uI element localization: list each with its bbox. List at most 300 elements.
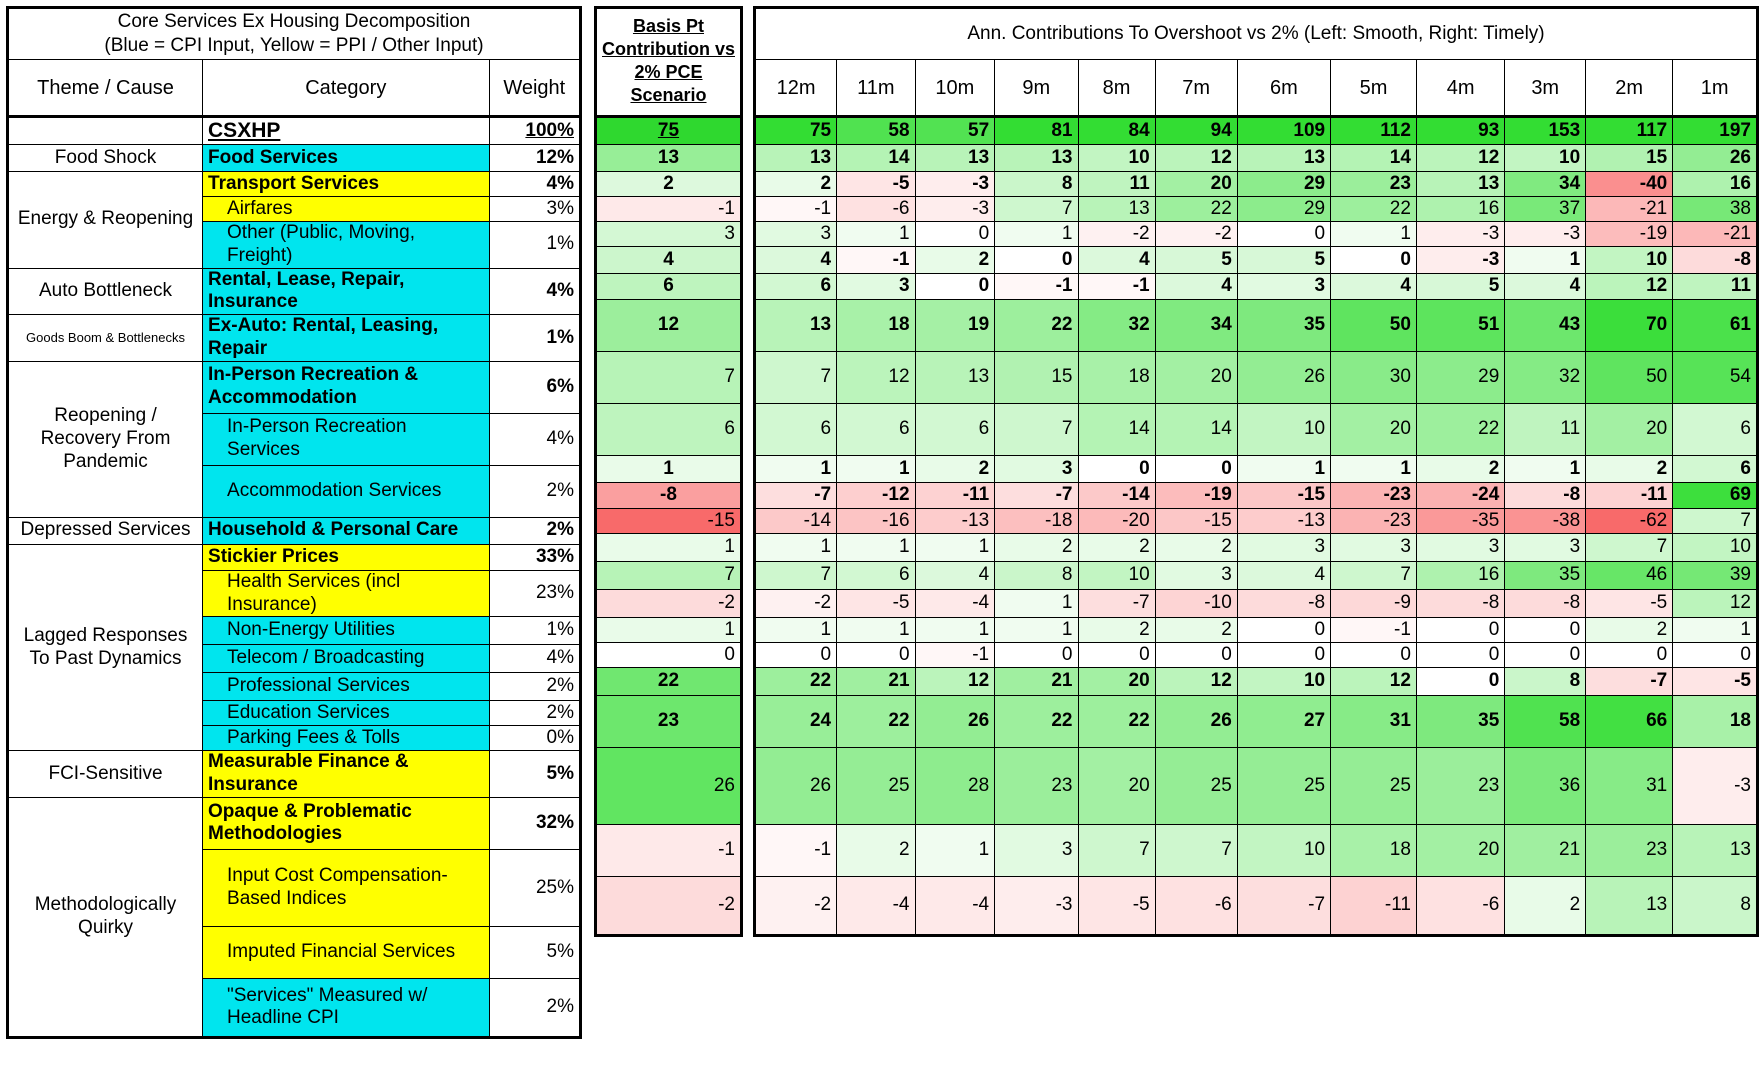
heatmap-cell: 35 [1416, 696, 1504, 748]
weight-cell: 4% [489, 268, 580, 315]
heatmap-cell: -11 [1331, 877, 1417, 936]
heatmap-cell: -19 [1155, 483, 1237, 509]
heatmap-cell: 14 [1078, 404, 1155, 456]
heatmap-cell: 18 [1673, 696, 1758, 748]
category-cell: Telecom / Broadcasting [203, 645, 490, 673]
heatmap-cell: -7 [1078, 590, 1155, 618]
basis-point-cell: -8 [596, 483, 742, 509]
heatmap-cell: 22 [1078, 696, 1155, 748]
heatmap-cell: 15 [995, 352, 1078, 404]
heatmap-cell: 20 [1331, 404, 1417, 456]
heatmap-cell: -40 [1586, 172, 1673, 197]
category-cell: Opaque & Problematic Methodologies [203, 797, 490, 849]
csxhp-label: CSXHP [208, 119, 281, 143]
heatmap-cell: 1 [755, 456, 837, 483]
basis-point-cell: 6 [596, 404, 742, 456]
category-cell: Accommodation Services [203, 465, 490, 517]
heatmap-cell: -11 [1586, 483, 1673, 509]
heatmap-cell: 21 [837, 668, 915, 696]
heatmap-cell: 6 [837, 562, 915, 590]
heatmap-cell: -1 [1331, 618, 1417, 643]
heatmap-cell: 13 [1673, 825, 1758, 877]
category-cell: Non-Energy Utilities [203, 617, 490, 645]
heatmap-cell: -3 [1673, 748, 1758, 825]
heatmap-cell: 1 [1237, 456, 1330, 483]
heatmap-cell: -15 [1155, 509, 1237, 534]
heatmap-cell: 0 [837, 643, 915, 668]
heatmap-cell: 50 [1586, 352, 1673, 404]
heatmap-cell: 75 [755, 117, 837, 145]
heatmap-cell: 10 [1078, 145, 1155, 172]
basis-point-table [594, 6, 743, 937]
heatmap-cell: 22 [1416, 404, 1504, 456]
heatmap-cell: 37 [1505, 197, 1586, 222]
heatmap-cell: 16 [1416, 562, 1504, 590]
heatmap-cell: 0 [1505, 618, 1586, 643]
heatmap-cell: 1 [995, 222, 1078, 247]
weight-cell: 2% [489, 978, 580, 1037]
heatmap-cell: 7 [755, 562, 837, 590]
heatmap-cell: 13 [1586, 877, 1673, 936]
heatmap-cell: -7 [1586, 668, 1673, 696]
category-cell: Input Cost Compensation-Based Indices [203, 849, 490, 926]
period-header-4m: 4m [1416, 60, 1504, 117]
heatmap-cell: 0 [1155, 643, 1237, 668]
heatmap-row [755, 222, 1758, 247]
weight-cell: 4% [489, 645, 580, 673]
heatmap-cell: -16 [837, 509, 915, 534]
heatmap-cell: 3 [1416, 534, 1504, 562]
heatmap-cell: 117 [1586, 117, 1673, 145]
heatmap-cell: 4 [1331, 274, 1417, 300]
weight-cell: 6% [489, 361, 580, 413]
theme-header: Theme / Cause [8, 60, 203, 117]
heatmap-cell: 26 [915, 696, 995, 748]
heatmap-cell: 22 [837, 696, 915, 748]
period-header-8m: 8m [1078, 60, 1155, 117]
heatmap-cell: 13 [755, 300, 837, 352]
heatmap-cell: 0 [915, 274, 995, 300]
heatmap-cell: 19 [915, 300, 995, 352]
heatmap-row [755, 197, 1758, 222]
theme-blank [8, 117, 203, 145]
heatmap-cell: 25 [837, 748, 915, 825]
heatmap-cell: -3 [1416, 222, 1504, 247]
heatmap-cell: -1 [755, 197, 837, 222]
heatmap-row [755, 825, 1758, 877]
heatmap-cell: 7 [1673, 509, 1758, 534]
heatmap-cell: -2 [1078, 222, 1155, 247]
heatmap-row [755, 668, 1758, 696]
basis-point-header: Basis Pt Contribution vs 2% PCE Scenario [596, 8, 742, 117]
heatmap-cell: 1 [1673, 618, 1758, 643]
heatmap-cell: 7 [1586, 534, 1673, 562]
period-header-9m: 9m [995, 60, 1078, 117]
heatmap-cell: 12 [837, 352, 915, 404]
heatmap-row [755, 590, 1758, 618]
heatmap-cell: -8 [1237, 590, 1330, 618]
heatmap-row [755, 247, 1758, 274]
theme-depressed-services: Depressed Services [8, 517, 203, 544]
heatmap-row [755, 696, 1758, 748]
heatmap-cell: 35 [1505, 562, 1586, 590]
heatmap-cell: -18 [995, 509, 1078, 534]
theme-lagged-responses: Lagged Responses To Past Dynamics [8, 544, 203, 751]
contributions-heatmap [753, 6, 1759, 937]
heatmap-cell: 13 [915, 145, 995, 172]
heatmap-cell: -35 [1416, 509, 1504, 534]
weight-cell: 2% [489, 465, 580, 517]
period-header-10m: 10m [915, 60, 995, 117]
weight-cell: 3% [489, 197, 580, 222]
heatmap-cell: 15 [1586, 145, 1673, 172]
heatmap-cell: -3 [915, 172, 995, 197]
heatmap-cell: 0 [1416, 618, 1504, 643]
heatmap-cell: 153 [1505, 117, 1586, 145]
category-cell: Rental, Lease, Repair, Insurance [203, 268, 490, 315]
heatmap-cell: 1 [755, 618, 837, 643]
heatmap-cell: 1 [995, 618, 1078, 643]
heatmap-row [755, 509, 1758, 534]
heatmap-row [755, 172, 1758, 197]
heatmap-cell: 8 [1673, 877, 1758, 936]
heatmap-cell: 84 [1078, 117, 1155, 145]
heatmap-cell: -21 [1673, 222, 1758, 247]
heatmap-cell: 13 [1237, 145, 1330, 172]
basis-point-cell: 1 [596, 456, 742, 483]
basis-point-cell: 12 [596, 300, 742, 352]
period-header-5m: 5m [1331, 60, 1417, 117]
heatmap-cell: 1 [1331, 222, 1417, 247]
heatmap-cell: 1 [915, 534, 995, 562]
heatmap-cell: 6 [755, 274, 837, 300]
heatmap-cell: -3 [915, 197, 995, 222]
heatmap-cell: 34 [1505, 172, 1586, 197]
heatmap-cell: 13 [995, 145, 1078, 172]
heatmap-cell: -7 [755, 483, 837, 509]
heatmap-cell: 54 [1673, 352, 1758, 404]
heatmap-cell: 4 [1078, 247, 1155, 274]
heatmap-cell: 58 [1505, 696, 1586, 748]
heatmap-cell: 61 [1673, 300, 1758, 352]
heatmap-cell: 13 [1416, 172, 1504, 197]
heatmap-cell: 16 [1673, 172, 1758, 197]
table-title [8, 8, 581, 60]
heatmap-row [755, 877, 1758, 936]
category-cell: Food Services [203, 145, 490, 172]
heatmap-cell: -14 [1078, 483, 1155, 509]
heatmap-cell: 6 [915, 404, 995, 456]
heatmap-cell: 57 [915, 117, 995, 145]
heatmap-cell: -4 [915, 590, 995, 618]
heatmap-cell: 3 [1505, 534, 1586, 562]
heatmap-cell: 2 [837, 825, 915, 877]
heatmap-cell: 26 [755, 748, 837, 825]
heatmap-cell: 6 [837, 404, 915, 456]
heatmap-cell: 35 [1237, 300, 1330, 352]
category-cell: Ex-Auto: Rental, Leasing, Repair [203, 315, 490, 362]
category-cell: Measurable Finance & Insurance [203, 751, 490, 798]
heatmap-cell: 31 [1331, 696, 1417, 748]
heatmap-cell: -5 [837, 172, 915, 197]
heatmap-cell: -1 [1078, 274, 1155, 300]
heatmap-cell: 24 [755, 696, 837, 748]
heatmap-cell: 7 [755, 352, 837, 404]
heatmap-cell: 39 [1673, 562, 1758, 590]
period-header-12m: 12m [755, 60, 837, 117]
heatmap-cell: -5 [1586, 590, 1673, 618]
title-line-1: Core Services Ex Housing Decomposition [117, 11, 471, 33]
heatmap-row [755, 145, 1758, 172]
heatmap-row [755, 618, 1758, 643]
heatmap-cell: 20 [1078, 748, 1155, 825]
category-cell: In-Person Recreation & Accommodation [203, 361, 490, 413]
basis-point-cell: 3 [596, 222, 742, 247]
heatmap-cell: 2 [1155, 618, 1237, 643]
heatmap-cell: 13 [755, 145, 837, 172]
heatmap-cell: 7 [1155, 825, 1237, 877]
heatmap-cell: 3 [1237, 274, 1330, 300]
heatmap-row [755, 300, 1758, 352]
basis-point-cell: -2 [596, 590, 742, 618]
heatmap-cell: 0 [1331, 643, 1417, 668]
weight-cell: 12% [489, 145, 580, 172]
weight-cell: 33% [489, 544, 580, 570]
heatmap-cell: 43 [1505, 300, 1586, 352]
heatmap-cell: 0 [1155, 456, 1237, 483]
heatmap-cell: 0 [1673, 643, 1758, 668]
heatmap-cell: 0 [1237, 643, 1330, 668]
period-header-3m: 3m [1505, 60, 1586, 117]
category-cell: Health Services (incl Insurance) [203, 570, 490, 617]
heatmap-cell: 3 [995, 456, 1078, 483]
heatmap-cell: 10 [1505, 145, 1586, 172]
heatmap-cell: 5 [1155, 247, 1237, 274]
heatmap-cell: 0 [1237, 618, 1330, 643]
heatmap-cell: -2 [755, 877, 837, 936]
theme-reopening-recovery: Reopening / Recovery From Pandemic [8, 361, 203, 517]
basis-point-cell: 26 [596, 748, 742, 825]
heatmap-cell: 69 [1673, 483, 1758, 509]
heatmap-cell: 14 [837, 145, 915, 172]
heatmap-cell: -6 [837, 197, 915, 222]
heatmap-cell: 12 [1155, 145, 1237, 172]
heatmap-cell: 32 [1078, 300, 1155, 352]
heatmap-cell: 13 [915, 352, 995, 404]
heatmap-cell: -5 [1078, 877, 1155, 936]
category-cell: Professional Services [203, 673, 490, 701]
heatmap-cell: 2 [1155, 534, 1237, 562]
heatmap-cell: -19 [1586, 222, 1673, 247]
heatmap-cell: 3 [837, 274, 915, 300]
heatmap-cell: 93 [1416, 117, 1504, 145]
basis-point-cell: 1 [596, 534, 742, 562]
heatmap-cell: 10 [1237, 404, 1330, 456]
heatmap-cell: 10 [1237, 668, 1330, 696]
heatmap-cell: 7 [1331, 562, 1417, 590]
heatmap-cell: -2 [1155, 222, 1237, 247]
heatmap-cell: 112 [1331, 117, 1417, 145]
heatmap-cell: 21 [995, 668, 1078, 696]
heatmap-cell: 29 [1237, 197, 1330, 222]
heatmap-cell: 0 [915, 222, 995, 247]
heatmap-cell: -9 [1331, 590, 1417, 618]
heatmap-cell: 20 [1416, 825, 1504, 877]
heatmap-cell: 29 [1237, 172, 1330, 197]
basis-point-cell: 7 [596, 562, 742, 590]
heatmap-cell: -24 [1416, 483, 1504, 509]
heatmap-cell: 7 [995, 404, 1078, 456]
heatmap-cell: 23 [1586, 825, 1673, 877]
heatmap-cell: 2 [1586, 456, 1673, 483]
weight-cell: 2% [489, 673, 580, 701]
heatmap-cell: -2 [755, 590, 837, 618]
heatmap-cell: 38 [1673, 197, 1758, 222]
heatmap-cell: 22 [1155, 197, 1237, 222]
heatmap-cell: 11 [1505, 404, 1586, 456]
heatmap-cell: -3 [1416, 247, 1504, 274]
heatmap-cell: 11 [1673, 274, 1758, 300]
heatmap-cell: -15 [1237, 483, 1330, 509]
basis-point-cell: 2 [596, 172, 742, 197]
heatmap-row [755, 562, 1758, 590]
basis-point-cell: 22 [596, 668, 742, 696]
heatmap-cell: 2 [1586, 618, 1673, 643]
heatmap-cell: 22 [1331, 197, 1417, 222]
heatmap-cell: 0 [1331, 247, 1417, 274]
heatmap-cell: -8 [1505, 590, 1586, 618]
heatmap-cell: 51 [1416, 300, 1504, 352]
heatmap-cell: 0 [1505, 643, 1586, 668]
weight-cell: 25% [489, 849, 580, 926]
heatmap-row [755, 352, 1758, 404]
heatmap-cell: -3 [1505, 222, 1586, 247]
heatmap-cell: 6 [1673, 404, 1758, 456]
heatmap-cell: 10 [1237, 825, 1330, 877]
heatmap-row [755, 534, 1758, 562]
heatmap-cell: 1 [1331, 456, 1417, 483]
basis-point-cell: 6 [596, 274, 742, 300]
heatmap-cell: -8 [1505, 483, 1586, 509]
heatmap-cell: -4 [837, 877, 915, 936]
heatmap-cell: 4 [915, 562, 995, 590]
heatmap-title: Ann. Contributions To Overshoot vs 2% (Left: Smooth, Right: Timely) [755, 8, 1758, 60]
heatmap-cell: 12 [1155, 668, 1237, 696]
heatmap-row [755, 643, 1758, 668]
heatmap-cell: 1 [995, 590, 1078, 618]
heatmap-cell: 23 [1416, 748, 1504, 825]
weight-cell: 32% [489, 797, 580, 849]
weight-cell: 2% [489, 701, 580, 726]
heatmap-cell: -6 [1155, 877, 1237, 936]
heatmap-cell: 1 [837, 456, 915, 483]
period-header-7m: 7m [1155, 60, 1237, 117]
weight-cell: 4% [489, 172, 580, 197]
heatmap-cell: 10 [1586, 247, 1673, 274]
heatmap-cell: 12 [1586, 274, 1673, 300]
heatmap-cell: 28 [915, 748, 995, 825]
weight-cell: 100% [489, 117, 580, 145]
period-header-6m: 6m [1237, 60, 1330, 117]
heatmap-cell: 31 [1586, 748, 1673, 825]
heatmap-cell: 25 [1237, 748, 1330, 825]
heatmap-row [755, 274, 1758, 300]
heatmap-cell: 3 [1237, 534, 1330, 562]
heatmap-cell: 81 [995, 117, 1078, 145]
heatmap-cell: 1 [1505, 456, 1586, 483]
heatmap-cell: -23 [1331, 509, 1417, 534]
heatmap-cell: 10 [1078, 562, 1155, 590]
heatmap-cell: 8 [995, 562, 1078, 590]
heatmap-cell: -1 [755, 825, 837, 877]
basis-point-cell: -1 [596, 825, 742, 877]
heatmap-cell: 58 [837, 117, 915, 145]
weight-cell: 23% [489, 570, 580, 617]
heatmap-cell: 5 [1416, 274, 1504, 300]
heatmap-cell: 2 [755, 172, 837, 197]
heatmap-cell: 4 [1237, 562, 1330, 590]
heatmap-cell: 12 [1331, 668, 1417, 696]
heatmap-cell: -62 [1586, 509, 1673, 534]
theme-food-shock: Food Shock [8, 145, 203, 172]
heatmap-cell: 29 [1416, 352, 1504, 404]
heatmap-cell: 25 [1155, 748, 1237, 825]
title-line-2: (Blue = CPI Input, Yellow = PPI / Other Input) [104, 35, 484, 56]
category-cell: Airfares [203, 197, 490, 222]
heatmap-cell: 66 [1586, 696, 1673, 748]
heatmap-cell: 18 [1331, 825, 1417, 877]
period-header-11m: 11m [837, 60, 915, 117]
heatmap-cell: 0 [1237, 222, 1330, 247]
heatmap-cell: 8 [995, 172, 1078, 197]
heatmap-cell: 2 [995, 534, 1078, 562]
heatmap-cell: 1 [837, 222, 915, 247]
category-cell: Parking Fees & Tolls [203, 726, 490, 751]
heatmap-cell: 23 [995, 748, 1078, 825]
heatmap-cell: -20 [1078, 509, 1155, 534]
heatmap-cell: -6 [1416, 877, 1504, 936]
heatmap-cell: 2 [1078, 534, 1155, 562]
heatmap-cell: 50 [1331, 300, 1417, 352]
heatmap-cell: 34 [1155, 300, 1237, 352]
heatmap-cell: -14 [755, 509, 837, 534]
heatmap-cell: 6 [1673, 456, 1758, 483]
heatmap-cell: 94 [1155, 117, 1237, 145]
heatmap-cell: -23 [1331, 483, 1417, 509]
basis-point-cell: 0 [596, 643, 742, 668]
heatmap-cell: 7 [1078, 825, 1155, 877]
heatmap-cell: 22 [755, 668, 837, 696]
category-cell: Transport Services [203, 172, 490, 197]
heatmap-cell: 22 [995, 696, 1078, 748]
heatmap-cell: 26 [1237, 352, 1330, 404]
heatmap-cell: 8 [1505, 668, 1586, 696]
basis-point-cell: 13 [596, 145, 742, 172]
heatmap-cell: 1 [915, 618, 995, 643]
weight-cell: 5% [489, 926, 580, 978]
basis-point-cell: 1 [596, 618, 742, 643]
basis-point-cell: 23 [596, 696, 742, 748]
heatmap-cell: 0 [1586, 643, 1673, 668]
heatmap-cell: -13 [1237, 509, 1330, 534]
heatmap-cell: 7 [995, 197, 1078, 222]
weight-cell: 4% [489, 413, 580, 465]
heatmap-cell: 1 [837, 618, 915, 643]
heatmap-cell: 2 [1505, 877, 1586, 936]
heatmap-cell: 14 [1331, 145, 1417, 172]
heatmap-row [755, 117, 1758, 145]
heatmap-row [755, 748, 1758, 825]
